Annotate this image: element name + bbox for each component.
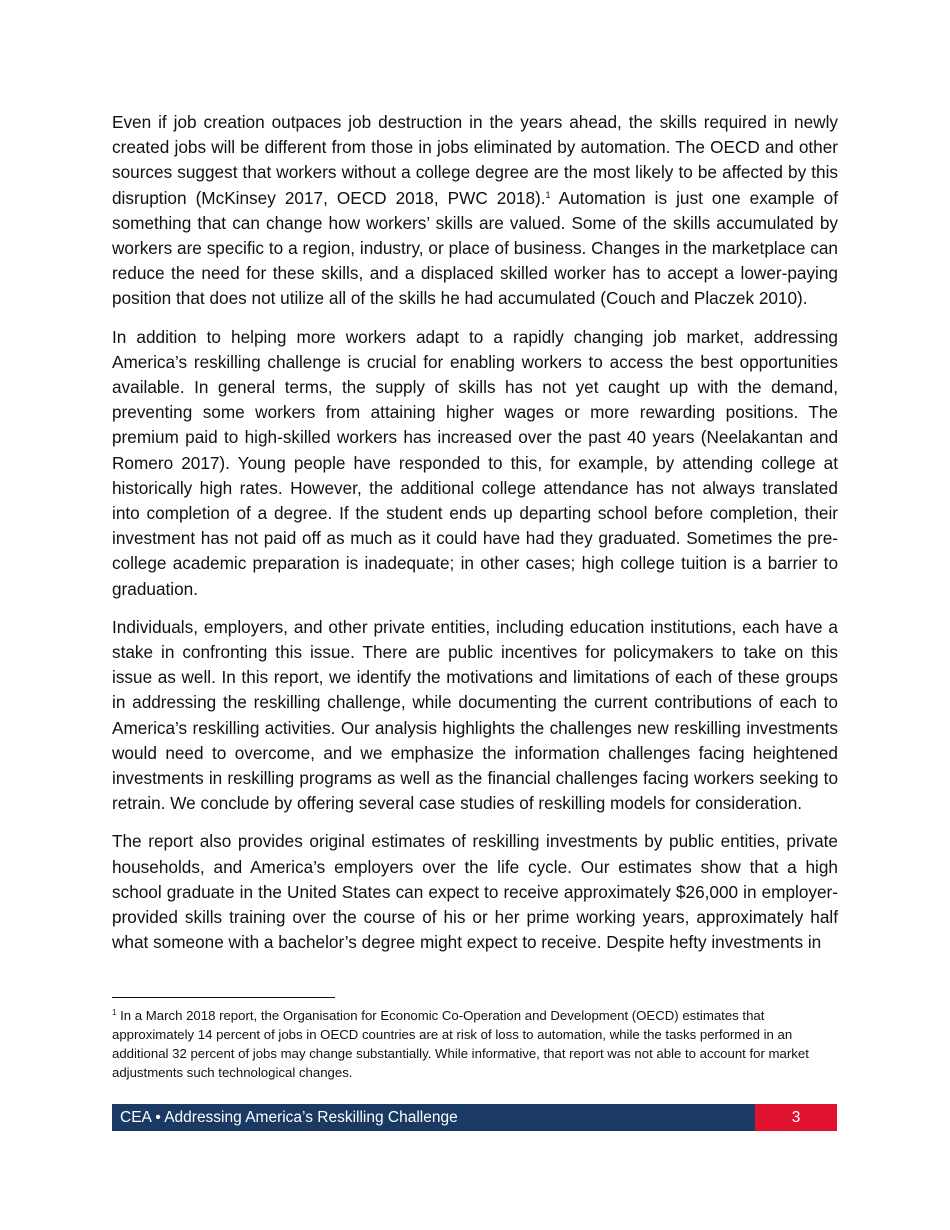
paragraph-1	[112, 110, 838, 312]
footnote-divider	[112, 997, 335, 998]
page-number: 3	[755, 1104, 837, 1131]
footnote-text: In a March 2018 report, the Organisation for Economic Co-Operation and Development (OECD) estimates that approximately 14 percent of jobs in OECD countries are at risk of loss to automation, while the tasks performed in an additional 32 percent of jobs may change substantially. While informative, that report was not able to account for market adjustments such technological changes.	[112, 1008, 809, 1080]
page-body	[112, 110, 838, 969]
page-footer	[112, 1104, 837, 1131]
paragraph-2: In addition to helping more workers adapt to a rapidly changing job market, addressing America’s reskilling challenge is crucial for enabling workers to access the best opportunities available. In general terms, the supply of skills has not yet caught up with the demand, preventing some workers from attaining higher wages or more rewarding positions. The premium paid to high-skilled workers has increased over the past 40 years (Neelakantan and Romero 2017). Young people have responded to this, for example, by attending college at historically high rates. However, the additional college attendance has not always translated into completion of a degree. If the student ends up departing school before completion, their investment has not paid off as much as it could have had they graduated. Sometimes the pre-college academic preparation is inadequate; in other cases; high college tuition is a barrier to graduation.	[112, 326, 838, 599]
footnote-marker: 1	[112, 1008, 117, 1017]
paragraph-3: Individuals, employers, and other private entities, including education institutions, each have a stake in confronting this issue. There are public incentives for policymakers to take on this issue as well. In this report, we identify the motivations and limitations of each of these groups in addressing the reskilling challenge, while documenting the current contributions of each to America’s reskilling activities. Our analysis highlights the challenges new reskilling investments would need to overcome, and we emphasize the information challenges facing heightened investments in reskilling programs as well as the financial challenges facing workers seeking to retrain. We conclude by offering several case studies of reskilling models for consideration.	[112, 616, 838, 814]
paragraph-1-text-continued: Automation is just one example of something that can change how workers’ skills are valued. Some of the skills accumulated by workers are specific to a region, industry, or place of business. Changes in the marketplace can reduce the need for these skills, and a displaced skilled worker has to accept a lower-paying position that does not utilize all of the skills he had accumulated (Couch and Placzek 2010).	[112, 187, 838, 309]
paragraph-1-text: Even if job creation outpaces job destruction in the years ahead, the skills required in newly created jobs will be different from those in jobs eliminated by automation. The OECD and other sources suggest that workers without a college degree are the most likely to be affected by this disruption (McKinsey 2017, OECD 2018, PWC 2018).	[112, 112, 838, 208]
paragraph-4: The report also provides original estimates of reskilling investments by public entities, private households, and America’s employers over the life cycle. Our estimates show that a high school graduate in the United States can expect to receive approximately $26,000 in employer-provided skills training over the course of his or her prime working years, approximately half what someone with a bachelor’s degree might expect to receive. Despite hefty investments in	[112, 831, 838, 953]
footer-title: CEA • Addressing America’s Reskilling Challenge	[112, 1104, 755, 1131]
footnote-reference[interactable]: 1	[545, 189, 551, 200]
footnote	[112, 1006, 838, 1082]
